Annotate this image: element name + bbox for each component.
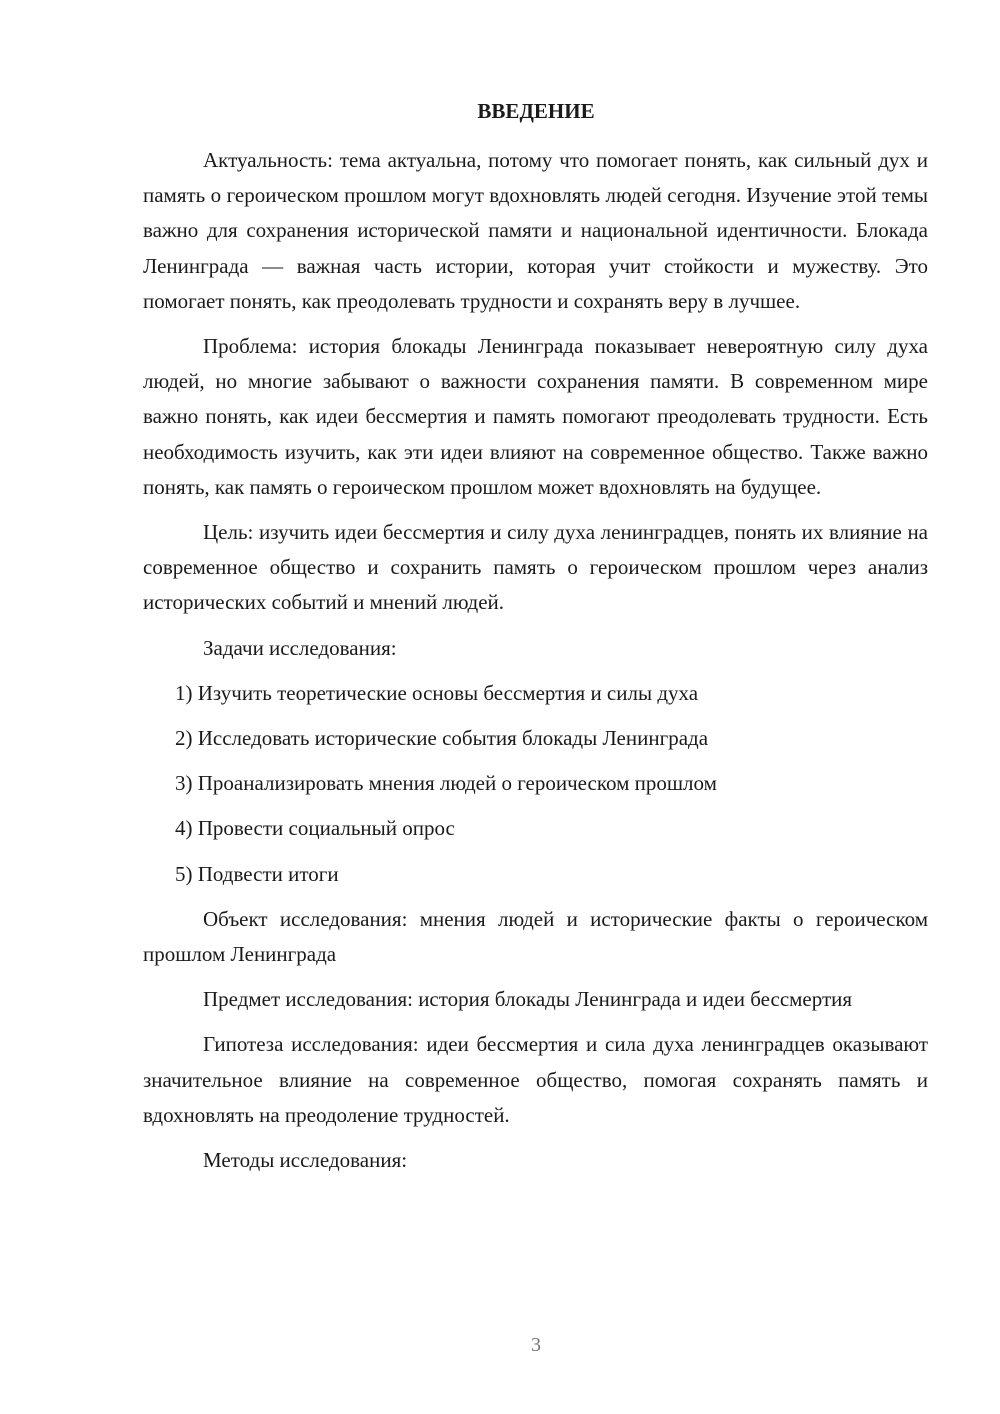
document-body [143,143,928,1188]
paragraph-hypothesis: Гипотеза исследования: идеи бессмертия и сила духа ленинградцев оказывают значительное влияние на современное общество, помогая сохранять память и вдохновлять на преодоление трудностей. [143,1032,928,1127]
paragraph-subject: Предмет исследования: история блокады Ленинграда и идеи бессмертия [203,987,853,1012]
paragraph-object: Объект исследования: мнения людей и исторические факты о героическом прошлом Ленинграда [143,906,928,967]
section-title: ВВЕДЕНИЕ [477,99,595,123]
task-item: 2) Исследовать исторические события блокады Ленинграда [175,726,709,751]
paragraph-problem: Проблема: история блокады Ленинграда показывает невероятную силу духа людей, но многие забывают о важности сохранения памяти. В современном мире важно понять, как идеи бессмертия и память помогают преодолевать трудности. Есть необходимость изучить, как эти идеи влияют на современное общество. Также важно понять, как память о героическом прошлом может вдохновлять на будущее. [143,334,928,499]
tasks-list [143,676,928,892]
page-number: 3 [531,1334,541,1356]
tasks-heading: Задачи исследования: [203,635,397,660]
task-item: 4) Провести социальный опрос [175,816,455,841]
task-item: 5) Подвести итоги [175,861,339,886]
task-item: 3) Проанализировать мнения людей о героическом прошлом [175,771,717,796]
paragraph-relevance: Актуальность: тема актуальна, потому что помогает понять, как сильный дух и память о героическом прошлом могут вдохновлять людей сегодня. Изучение этой темы важно для сохранения исторической памяти и национальной идентичности. Блокада Ленинграда — важная часть истории, которая учит стойкости и мужеству. Это помогает понять, как преодолевать трудности и сохранять веру в лучшее. [143,148,928,313]
paragraph-goal: Цель: изучить идеи бессмертия и силу духа ленинградцев, понять их влияние на современное общество и сохранить память о героическом прошлом через анализ исторических событий и мнений людей. [143,520,928,615]
task-item: 1) Изучить теоретические основы бессмертия и силы духа [175,680,699,705]
methods-heading: Методы исследования: [203,1148,408,1173]
